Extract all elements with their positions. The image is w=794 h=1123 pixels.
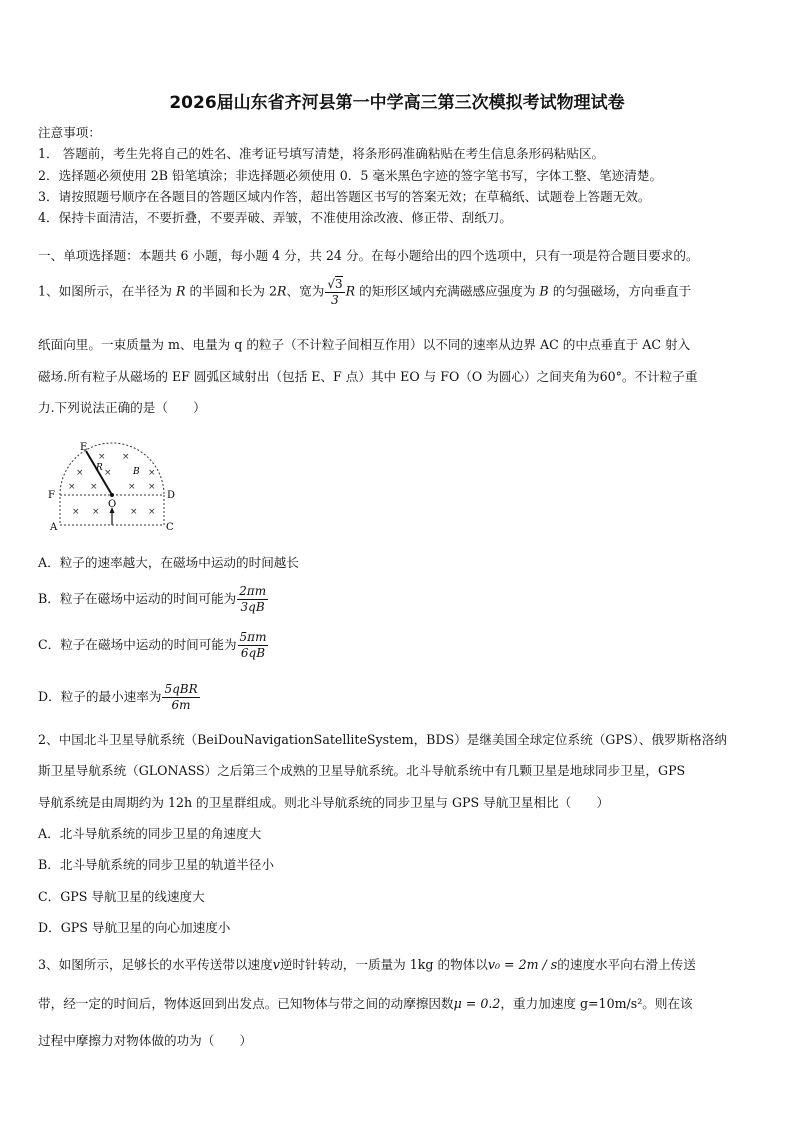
option-fraction xyxy=(162,682,199,713)
magnetic-field-figure xyxy=(40,437,190,532)
q2-option-d: D．GPS 导航卫星的向心加速度小 xyxy=(38,920,231,935)
label-c: C xyxy=(166,522,174,532)
field-cross-icon: × xyxy=(148,482,156,492)
q2-line-2: 斯卫星导航系统（GLONASS）之后第三个成熟的卫星导航系统。北斗导航系统中有几颗卫星是地球同步卫星，GPS xyxy=(38,763,686,778)
field-cross-icon: × xyxy=(148,507,156,517)
option-fraction xyxy=(238,630,269,661)
q2-option-b: B．北斗导航系统的同步卫星的轨道半径小 xyxy=(38,857,274,872)
q1-text: 的半圆和长为 2 xyxy=(185,283,278,299)
var-r: R xyxy=(277,283,287,299)
q3-text: 3、如图所示，足够长的水平传送带以速度 xyxy=(38,957,273,972)
field-diagram xyxy=(40,437,190,532)
q1-line-2: 纸面向里。一束质量为 m、电量为 q 的粒子（不计粒子间相互作用）以不同的速率从边界 AC 的中点垂直于 AC 射入 xyxy=(38,337,691,352)
label-b: B xyxy=(133,467,140,477)
q3-text: 带，经一定的时间后，物体返回到出发点。已知物体与带之间的动摩擦因数 xyxy=(38,996,454,1011)
friction-coefficient: μ = 0.2 xyxy=(453,996,501,1011)
option-text: B．粒子在磁场中运动的时间可能为 xyxy=(38,591,237,606)
q1-text: 1、如图所示，在半径为 xyxy=(38,283,176,299)
q1-text: 的矩形区域内充满磁感应强度为 xyxy=(355,283,540,299)
field-cross-icon: × xyxy=(98,452,106,462)
fraction-numerator: 3 xyxy=(334,277,343,291)
field-cross-icon: × xyxy=(76,468,84,478)
field-cross-icon: × xyxy=(122,452,130,462)
q1-text: 、宽为 xyxy=(286,283,325,299)
notice-item-2: 2．选择题必须使用 2B 铅笔填涂；非选择题必须使用 0．5 毫米黑色字迹的签字笔书写，字体工整、笔迹清楚。 xyxy=(38,168,663,183)
field-cross-icon: × xyxy=(72,507,80,517)
field-cross-icon: × xyxy=(148,468,156,478)
fraction-denominator: 3qB xyxy=(240,600,265,614)
option-fraction xyxy=(237,584,268,615)
q3-text: ，重力加速度 g=10m/s²。则在该 xyxy=(500,996,693,1011)
label-d: D xyxy=(167,490,176,501)
option-text: D．粒子的最小速率为 xyxy=(38,689,162,704)
q3-line-2 xyxy=(38,993,693,1012)
q1-text: 的匀强磁场，方向垂直于 xyxy=(548,283,692,299)
field-cross-icon: × xyxy=(104,468,112,478)
fraction-denominator: 6m xyxy=(171,698,191,712)
width-fraction: $\frac{√3}{3}$ xyxy=(327,277,343,307)
q1-option-a: A．粒子的速率越大，在磁场中运动的时间越长 xyxy=(38,555,299,570)
q1-line-4: 力.下列说法正确的是（ ） xyxy=(38,400,206,415)
field-cross-icon: × xyxy=(130,507,138,517)
notice-item-3: 3．请按照题号顺序在各题目的答题区域内作答，超出答题区书写的答案无效；在草稿纸、试题卷上答题无效。 xyxy=(38,189,651,204)
label-a: A xyxy=(50,522,58,532)
q3-text: 的速度水平向右滑上传送 xyxy=(557,957,696,972)
var-r: R xyxy=(345,283,356,299)
q1-line-3: 磁场.所有粒子从磁场的 EF 圆弧区域射出（包括 E、F 点）其中 EO 与 FO（O 为圆心）之间夹角为60°。不计粒子重 xyxy=(38,369,698,384)
exam-title: 2026届山东省齐河县第一中学高三第三次模拟考试物理试卷 xyxy=(169,93,625,113)
var-b: B xyxy=(539,283,549,299)
fraction-denominator: 6qB xyxy=(240,646,266,660)
section-heading: 一、单项选择题：本题共 6 小题，每小题 4 分，共 24 分。在每小题给出的四个选项中，只有一项是符合题目要求的。 xyxy=(38,248,699,263)
q2-line-1: 2、中国北斗卫星导航系统（BeiDouNavigationSatelliteSystem，BDS）是继美国全球定位系统（GPS）、俄罗斯格洛纳 xyxy=(38,732,727,747)
notice-item-4: 4．保持卡面清洁，不要折叠，不要弄破、弄皱，不准使用涂改液、修正带、刮纸刀。 xyxy=(38,210,512,225)
field-cross-icon: × xyxy=(128,482,136,492)
field-cross-icon: × xyxy=(90,482,98,492)
q1-option-c xyxy=(38,630,269,661)
label-r: R xyxy=(96,463,103,473)
var-r: R xyxy=(175,283,186,299)
fraction-denominator: 3 xyxy=(331,293,339,307)
label-f: F xyxy=(48,490,55,501)
q2-option-a: A．北斗导航系统的同步卫星的角速度大 xyxy=(38,826,262,841)
q1-option-d xyxy=(38,682,201,713)
initial-velocity: v₀ = 2m / s xyxy=(487,957,558,972)
q3-text: 逆时针转动，一质量为 1kg 的物体以 xyxy=(279,957,488,972)
q2-line-3: 导航系统是由周期约为 12h 的卫星群组成。则北斗导航系统的同步卫星与 GPS 导航卫星相比（ ） xyxy=(38,795,610,810)
fraction-numerator: 2πm xyxy=(239,584,267,598)
fraction-numerator: 5πm xyxy=(239,630,267,644)
notice-heading: 注意事项： xyxy=(38,125,101,140)
q1-line-1 xyxy=(38,276,691,308)
field-cross-icon: × xyxy=(68,482,76,492)
q2-option-c: C．GPS 导航卫星的线速度大 xyxy=(38,889,205,904)
var-v: v xyxy=(272,957,280,972)
option-text: C．粒子在磁场中运动的时间可能为 xyxy=(38,637,237,652)
notice-item-1: 1． 答题前，考生先将自己的姓名、准考证号填写清楚，将条形码准确粘贴在考生信息条形码粘贴区。 xyxy=(38,146,605,161)
q1-option-b xyxy=(38,584,269,615)
label-e: E xyxy=(80,442,88,453)
field-cross-icon: × xyxy=(92,507,100,517)
label-o: O xyxy=(108,499,117,510)
q3-line-3: 过程中摩擦力对物体做的功为（ ） xyxy=(38,1033,253,1048)
center-point xyxy=(110,493,114,497)
q3-line-1 xyxy=(38,954,696,973)
fraction-numerator: 5qBR xyxy=(164,682,198,696)
